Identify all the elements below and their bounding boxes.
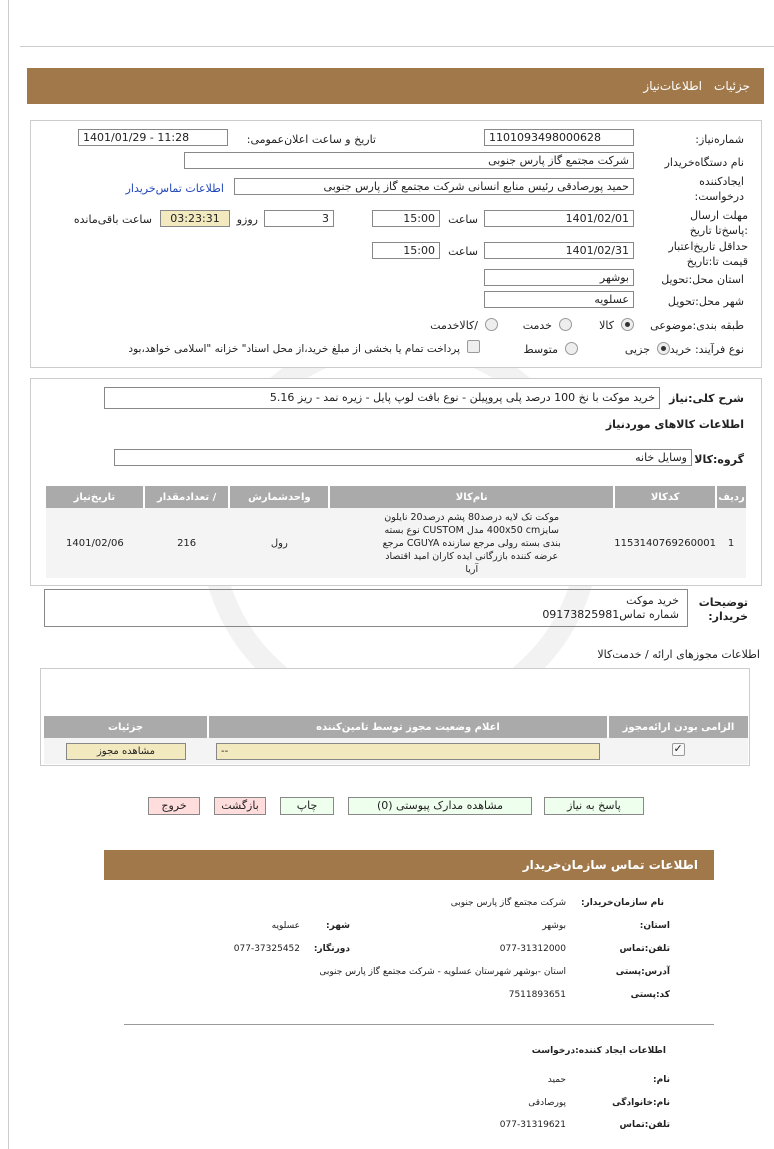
city-label: شهر محل:تحویل	[667, 295, 744, 308]
reply-button[interactable]: پاسخ به نیاز	[544, 797, 644, 815]
contact-divider	[124, 1024, 714, 1025]
permits-title: اطلاعات مجوزهای ارائه / خدمت‌کالا	[597, 648, 760, 661]
announce-label: تاریخ و ساعت اعلان‌عمومی:	[246, 133, 376, 146]
contact-province-value: بوشهر	[542, 921, 566, 931]
goods-info-title: اطلاعات کالاهای موردنیاز	[605, 418, 744, 431]
desc-label: شرح کلی:نیاز	[669, 392, 744, 405]
buyer-contact-link[interactable]: اطلاعات تماس‌خریدار	[125, 182, 224, 195]
validity-time-field: 15:00	[372, 242, 440, 259]
send-date-field: 1401/02/01	[484, 210, 634, 227]
col-code: کدکالا	[614, 486, 716, 508]
col-unit: واحدشمارش	[229, 486, 329, 508]
contact-address-label: آدرس:پستی	[615, 967, 670, 977]
city-field: عسلویه	[484, 291, 634, 308]
org-name-label: نام سازمان‌خریدار:	[580, 898, 664, 908]
creator-info-title: اطلاعات ایجاد کننده:درخواست	[531, 1046, 666, 1056]
check-icon: ✓	[673, 742, 683, 755]
contact-phone-label: تلفن:تماس	[619, 944, 670, 954]
creator-family-label: نام:خانوادگی	[612, 1098, 670, 1108]
print-button[interactable]: چاپ	[280, 797, 334, 815]
contact-header-title: اطلاعات تماس سازمان‌خریدار	[522, 858, 698, 872]
cell-date: 1401/02/06	[66, 537, 124, 549]
creator-family-value: پورصادقی	[528, 1098, 566, 1108]
tab-details[interactable]: جزئیات	[714, 79, 750, 93]
contact-phone-value: 077-31312000	[499, 944, 566, 954]
cell-unit: رول	[270, 537, 288, 549]
contact-postal-value: 7511893651	[508, 990, 566, 1000]
view-permit-button[interactable]: مشاهده مجوز	[66, 743, 186, 760]
col-date: تاریخ‌نیاز	[73, 491, 116, 503]
days-field: 3	[264, 210, 334, 227]
category-label: طبقه بندی:موضوعی	[650, 319, 744, 332]
contact-city-label: شهر:	[326, 921, 350, 931]
creator-name-label: نام:	[653, 1075, 670, 1085]
buyer-notes-line1: خرید موکت	[626, 594, 679, 607]
buyer-notes-line2: شماره تماس09173825981	[542, 608, 679, 621]
desc-field: خرید موکت با نخ 100 درصد پلی پروپیلن - نوع بافت لوپ پایل - زیره نمد - ریز 5.16	[104, 387, 660, 409]
cell-qty: 216	[177, 537, 197, 549]
cell-code: 1153140769260001	[614, 537, 717, 549]
back-button[interactable]: بازگشت	[214, 797, 266, 815]
validity-date-field: 1401/02/31	[484, 242, 634, 259]
send-time-field: 15:00	[372, 210, 440, 227]
remaining-time-field: 03:23:31	[160, 210, 230, 227]
org-name-value: شرکت مجتمع گاز پارس جنوبی	[450, 898, 566, 908]
validity-label: حداقل تاریخ‌اعتبار قیمت تا:تاریخ	[668, 240, 748, 268]
announce-field: 1401/01/29 - 11:28	[78, 129, 228, 146]
group-field: وسایل خانه	[114, 449, 692, 466]
permit-col-required: الزامی بودن ارائه‌مجوز	[608, 716, 748, 738]
creator-name-value: حمید	[547, 1075, 566, 1085]
days-label: روزو	[236, 213, 258, 226]
creator-phone-label: تلفن:تماس	[619, 1120, 670, 1130]
permit-status-field: --	[216, 743, 600, 760]
send-time-label: ساعت	[448, 213, 478, 226]
creator-field: حمید پورصادقی رئیس منابع انسانی شرکت مجتمع گاز پارس جنوبی	[234, 178, 634, 195]
tab-need-info[interactable]: اطلاعات‌نیاز	[643, 79, 702, 93]
province-label: استان محل:تحویل	[661, 273, 744, 286]
send-deadline-label: مهلت ارسال :پاسخ‌تا تاریخ	[689, 209, 748, 237]
contact-fax-label: دورنگار:	[313, 944, 350, 954]
contact-postal-label: کد:پستی	[630, 990, 670, 1000]
category-both-label: /کالاخدمت	[430, 319, 478, 332]
treasury-payment-note: پرداخت تمام یا بخشی از مبلغ خرید،از محل اسناد" خزانه "اسلامی خواهد،بود	[128, 343, 460, 355]
permit-col-details: جزئیات	[107, 721, 144, 733]
category-goods-label: کالا	[599, 319, 614, 332]
exit-button[interactable]: خروج	[148, 797, 200, 815]
province-field: بوشهر	[484, 269, 634, 286]
process-label: نوع فرآیند: خرید	[669, 343, 744, 356]
view-docs-button[interactable]: مشاهده مدارک پیوستی (0)	[348, 797, 532, 815]
cell-row: 1	[727, 537, 735, 549]
col-row: ردیف	[716, 486, 746, 508]
contact-fax-value: 077-37325452	[233, 944, 300, 954]
need-number-field: 1101093498000628	[484, 129, 634, 146]
category-service-label: خدمت	[522, 319, 552, 332]
col-qty: / تعدادمقدار	[144, 486, 230, 508]
cell-name: موکت تک لایه درصد80 پشم درصد20 نایلون سایز400x50 cm مدل CUSTOM نوع بسته بندی بسته رولی مرجع سازنده CGUYA مرجع عرضه کننده بازرگانی ایده کاران امید اقتصاد آریا	[382, 511, 561, 575]
group-label: گروه:کالا	[694, 453, 744, 466]
process-medium-label: متوسط	[523, 343, 558, 356]
creator-label: ایجادکننده درخواست:	[694, 175, 744, 203]
col-name: نام‌کالا	[329, 486, 614, 508]
process-partial-label: جزیی	[624, 343, 650, 356]
creator-phone-value: 077-31319621	[499, 1120, 566, 1130]
permit-col-status: اعلام وضعیت مجوز توسط تامین‌کننده	[208, 716, 608, 738]
buyer-org-field: شرکت مجتمع گاز پارس جنوبی	[184, 152, 634, 169]
buyer-notes-label: توضیحات خریدار:	[698, 596, 748, 623]
contact-city-value: عسلویه	[271, 921, 300, 931]
contact-address-value: استان -بوشهر شهرستان عسلویه - شرکت مجتمع گاز پارس جنوبی	[319, 967, 566, 977]
contact-province-label: استان:	[639, 921, 670, 931]
buyer-org-label: نام دستگاه‌خریدار	[664, 156, 744, 169]
remaining-label: ساعت باقی‌مانده	[73, 213, 152, 226]
validity-time-label: ساعت	[448, 245, 478, 258]
need-number-label: شماره‌نیاز:	[695, 133, 744, 146]
